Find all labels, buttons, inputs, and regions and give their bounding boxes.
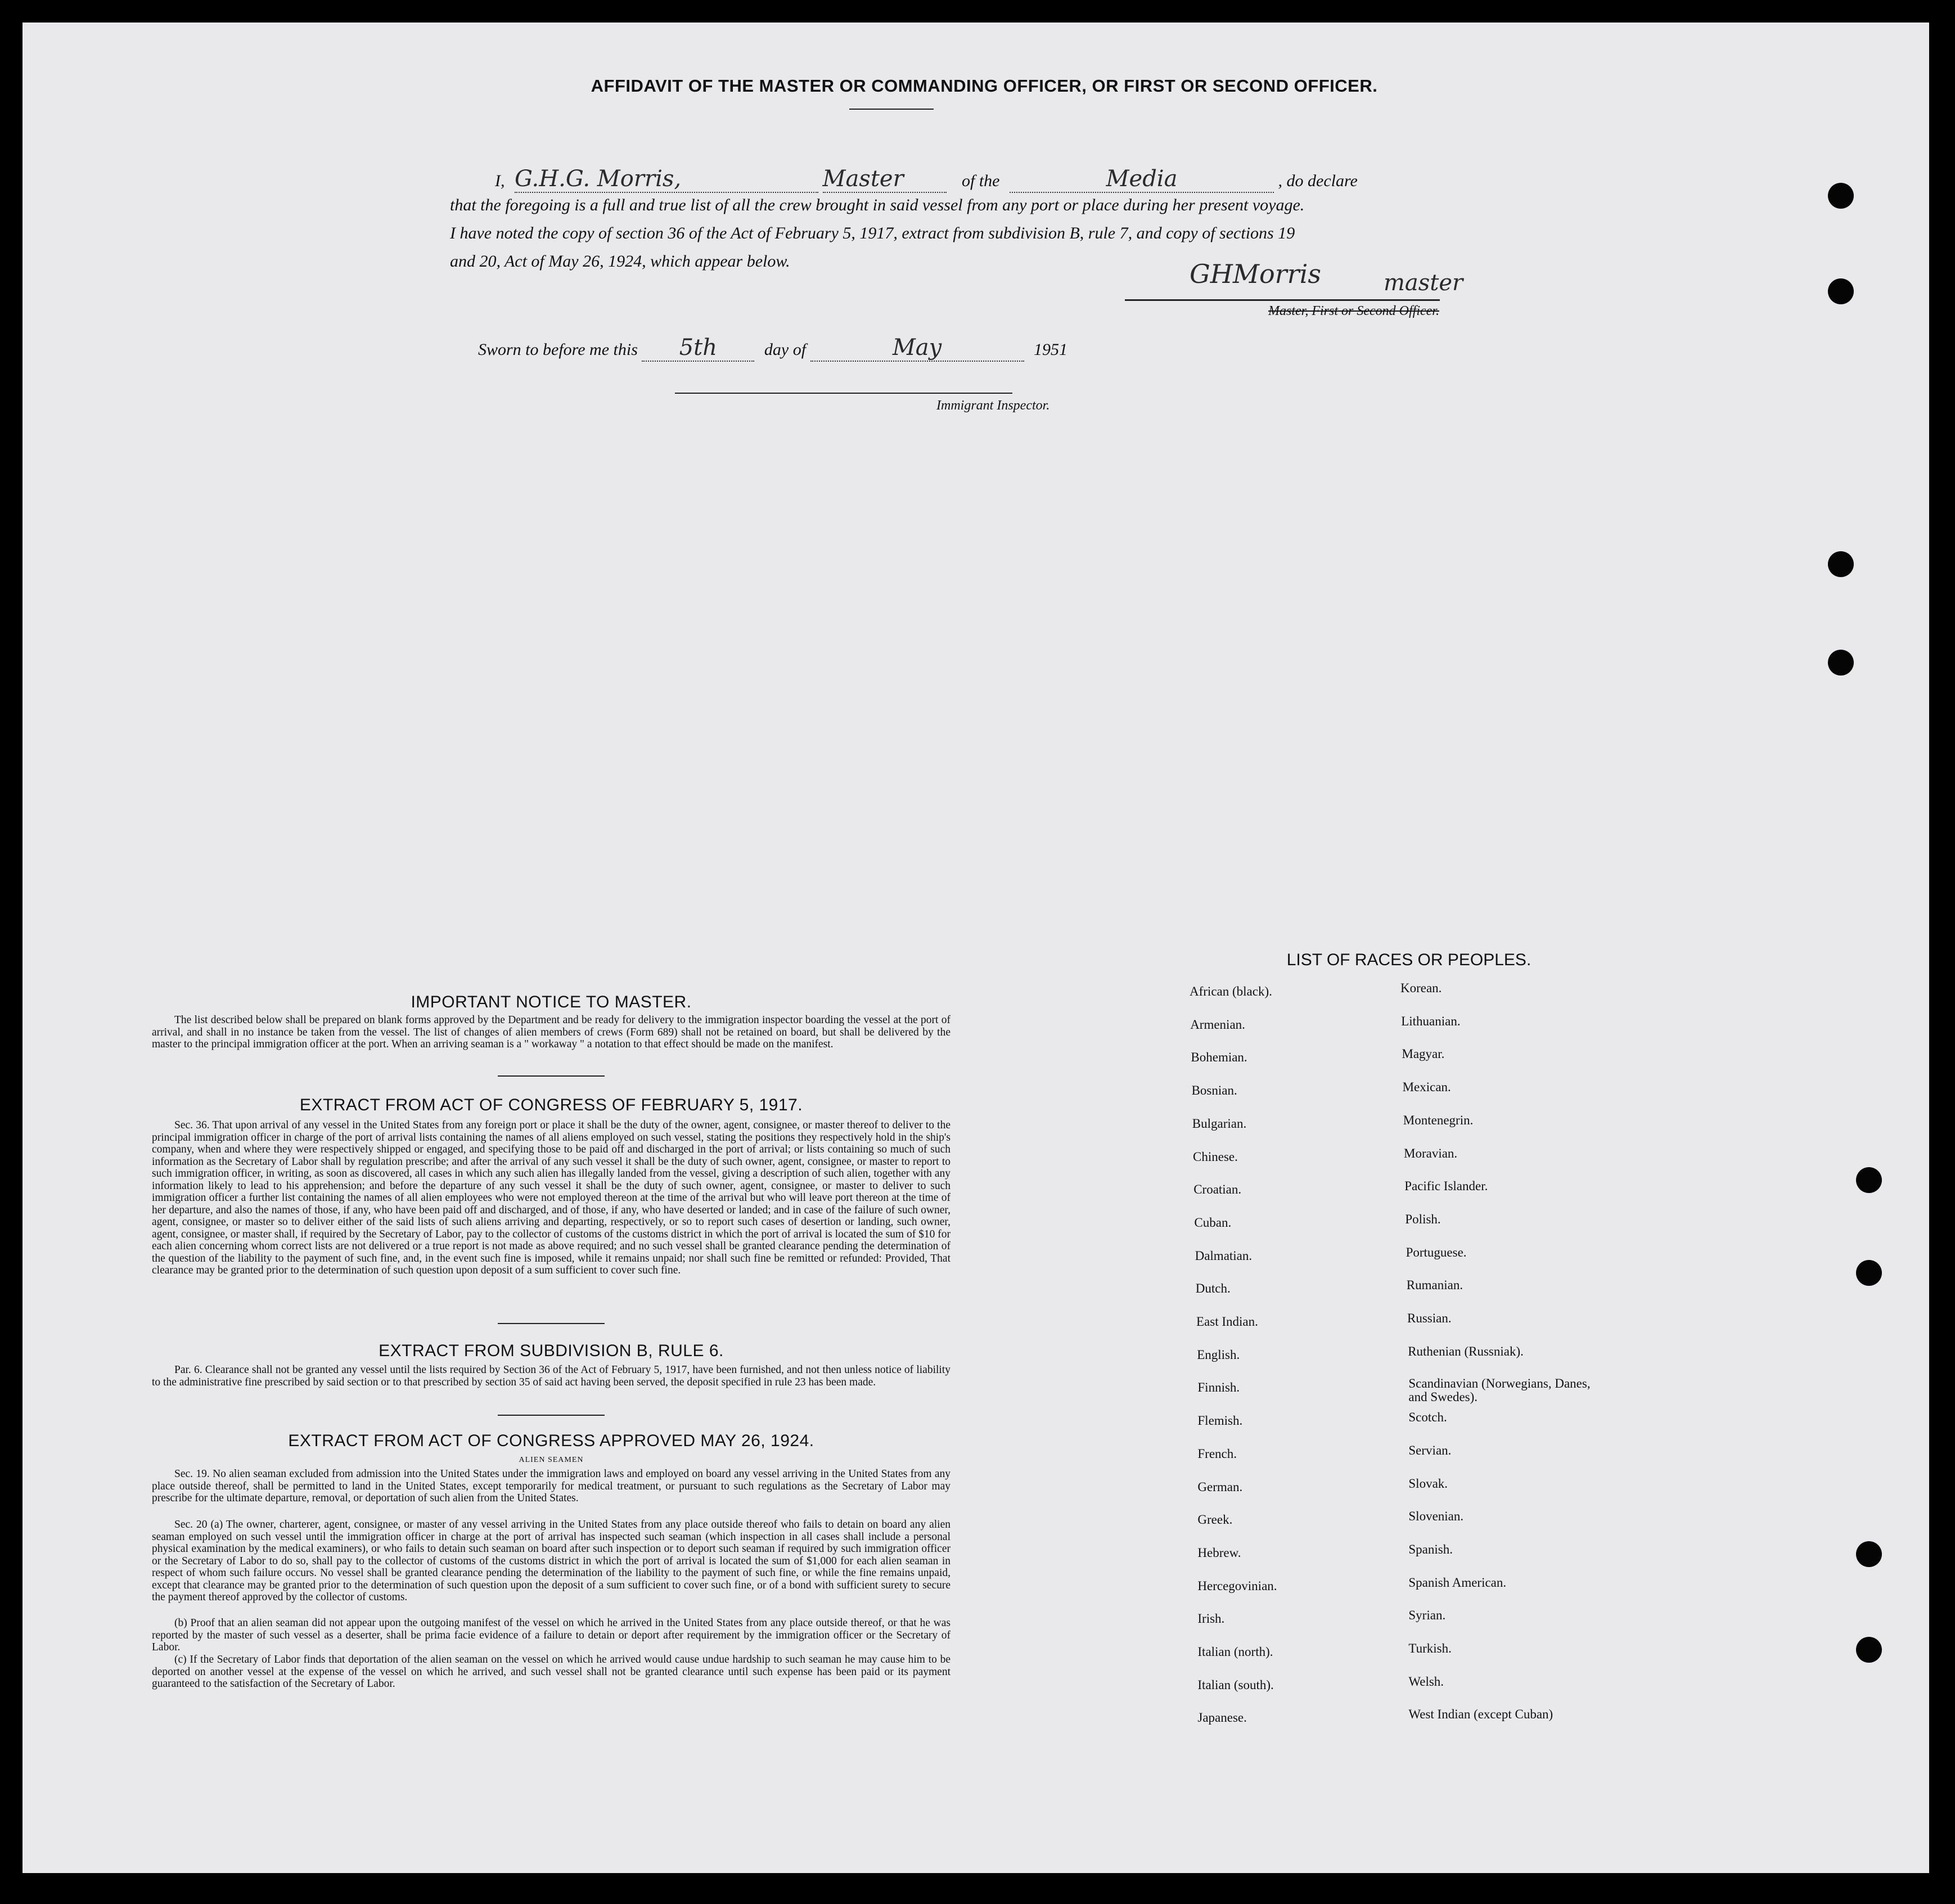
punch-hole	[1828, 183, 1854, 209]
sec20c-body: (c) If the Secretary of Labor finds that deportation of the alien seaman on the vessel on which he arrived would cause undue hardship to such seaman he may cause him to be deported on another vessel at the expense of the vessel on which he arrived, and such vessel shall not be granted clearance until such expense has been paid or its payment guaranteed to the satisfaction of the Secretary of Labor.	[152, 1654, 951, 1690]
vessel-handwriting: Media	[1106, 166, 1178, 192]
rule6-title: EXTRACT FROM SUBDIVISION B, RULE 6.	[379, 1342, 724, 1360]
document-page	[22, 22, 1929, 1873]
race-item: Dutch.	[1195, 1281, 1231, 1296]
race-item: Polish.	[1405, 1212, 1441, 1226]
race-item: Turkish.	[1408, 1641, 1452, 1655]
rank-field	[823, 166, 947, 193]
race-item: Korean.	[1400, 981, 1442, 995]
master-signature: GHMorris	[1190, 259, 1321, 289]
punch-hole	[1856, 1541, 1882, 1567]
punch-hole	[1856, 1260, 1882, 1286]
races-title: LIST OF RACES OR PEOPLES.	[1286, 951, 1531, 969]
alien-seamen-subtitle: ALIEN SEAMEN	[519, 1456, 584, 1464]
affidavit-line-2: that the foregoing is a full and true list of all the crew brought in said vessel from any port or place during her present voyage.	[450, 196, 1305, 214]
title-divider	[849, 109, 934, 110]
race-item: Magyar.	[1402, 1047, 1445, 1061]
sec20b-body: (b) Proof that an alien seaman did not appear upon the outgoing manifest of the vessel on which he arrived in the United States from any place outside thereof, or that he was reported by the master of such vessel as a deserter, shall be prima facie evidence of a failure to detain or deport after requirement by the immigration officer or the Secretary of Labor.	[152, 1617, 951, 1653]
race-item: Italian (north).	[1197, 1645, 1273, 1659]
affidavit-line-1	[495, 166, 1358, 193]
race-item: Greek.	[1197, 1513, 1233, 1527]
race-item: Moravian.	[1404, 1146, 1458, 1160]
sec20a-body: Sec. 20 (a) The owner, charterer, agent, consignee, or master of any vessel arriving in the United States from any place outside thereof who fails to detain on board any alien seaman employed on such vessel until the immigration officer in charge at the port of arrival has inspected such seaman (which inspection in all cases shall include a personal physical examination by the medical examiners), or who fails to detain such seaman on board after such inspection or to deport such seaman if required by such immigration officer or the Secretary of Labor to do so, shall pay to the collector of customs of the customs district in which the port of arrival is located the sum of $1,000 for each alien seaman in respect of whom such failure occurs. No vessel shall be granted clearance pending the determination of the liability to the payment of such fine, or while the fine remains unpaid, except that clearance may be granted prior to the determination of such question upon the deposit of a sum sufficient to cover such fine, or of a bond with sufficient surety to secure the payment thereof approved by the collector of customs.	[152, 1519, 951, 1603]
race-item: Irish.	[1197, 1612, 1225, 1626]
race-item: African (black).	[1190, 984, 1272, 998]
affidavit-line-4: and 20, Act of May 26, 1924, which appear below.	[450, 252, 790, 271]
rank-handwriting: Master	[822, 166, 904, 192]
vessel-field	[1010, 166, 1274, 193]
race-item: Servian.	[1408, 1443, 1452, 1457]
punch-hole	[1856, 1167, 1882, 1193]
sworn-month-handwriting: May	[892, 335, 942, 361]
race-item: Dalmatian.	[1195, 1248, 1253, 1263]
race-item: Armenian.	[1190, 1017, 1245, 1032]
rule6-body: Par. 6. Clearance shall not be granted any vessel until the lists required by Section 36 of the Act of February 5, 1917, have been furnished, and not then unless notice of liability to the administrative fine prescribed by said section or to that prescribed by section 35 of said act having been served, the deposit specified in rule 23 has been made.	[152, 1364, 951, 1388]
race-item: East Indian.	[1196, 1315, 1258, 1329]
punch-hole	[1828, 650, 1854, 676]
race-item: French.	[1197, 1446, 1237, 1461]
extract-1917-body: Sec. 36. That upon arrival of any vessel in the United States from any foreign port or place it shall be the duty of the owner, agent, consignee, or master thereof to deliver to the principal immigration officer in charge of the port of arrival lists containing the names of all aliens employed on such vessel, stating the positions they respectively hold in the ship's company, when and where they were respectively shipped or engaged, and specifying those to be paid off and discharged in the port of arrival; or lists containing so much of such information as the Secretary of Labor shall by regulation prescribe; and after the arrival of any such vessel it shall be the duty of such owner, agent, consignee, or master to report to such immigration officer, in writing, as soon as discovered, all cases in which any such alien has illegally landed from the vessel, giving a description of such alien, together with any information likely to lead to his apprehension; and before the departure of any such vessel it shall be the duty of such owner, agent, consignee, or master to deliver to such immigration officer a further list containing the names of all alien employees who were not employed thereon at the time of the arrival but who will leave port thereon at the time of her departure, and also the names of those, if any, who have been paid off and discharged, and of those, if any, who have deserted or landed; and in case of the failure of such owner, agent, consignee, or master so to deliver either of the said lists of such aliens arriving and departing, respectively, or so to report such cases of desertion or landing, such owner, agent, consignee, or master shall, if required by the Secretary of Labor, pay to the collector of customs of the customs district in which the port of arrival is located the sum of $10 for each alien concerning whom correct lists are not delivered or a true report is not made as above required; and no such vessel shall be granted clearance pending the determination of the question of the liability to the payment of such fine, and, in the event such fine is imposed, while it remains unpaid; nor shall such fine be remitted or refunded: Provided, That clearance may be granted prior to the determination of such question upon deposit of a sum sufficient to cover such fine.	[152, 1119, 951, 1276]
extract-1917-title: EXTRACT FROM ACT OF CONGRESS OF FEBRUARY 5, 1917.	[299, 1096, 803, 1114]
sworn-line	[478, 335, 1067, 362]
name-handwriting: G.H.G. Morris,	[515, 166, 682, 192]
race-item: Finnish.	[1197, 1380, 1240, 1395]
race-item: Bosnian.	[1191, 1083, 1237, 1098]
race-item: Slovak.	[1408, 1476, 1448, 1491]
sworn-day-field	[642, 335, 754, 362]
race-item: Slovenian.	[1408, 1509, 1464, 1524]
race-item: Russian.	[1407, 1311, 1452, 1325]
extract-1917-divider	[498, 1323, 605, 1324]
sworn-day-handwriting: 5th	[679, 335, 718, 361]
race-item: Flemish.	[1197, 1414, 1243, 1428]
notice-divider	[498, 1075, 605, 1077]
race-item: Bohemian.	[1191, 1050, 1247, 1065]
sworn-prefix: Sworn to before me this	[478, 340, 638, 359]
line1-prefix: I,	[495, 172, 505, 190]
inspector-caption: Immigrant Inspector.	[936, 398, 1050, 413]
race-item: West Indian (except Cuban)	[1408, 1707, 1553, 1722]
race-item: Lithuanian.	[1401, 1014, 1461, 1028]
race-item: Montenegrin.	[1403, 1113, 1474, 1127]
signature-title: master	[1384, 270, 1463, 296]
race-item: Pacific Islander.	[1404, 1179, 1488, 1194]
race-item: German.	[1197, 1479, 1243, 1494]
sec19-body: Sec. 19. No alien seaman excluded from admission into the United States under the immigration laws and employed on board any vessel arriving in the United States from any place outside thereof, shall be permitted to land in the United States, except temporarily for medical treatment, or pursuant to such regulations as the Secretary of Labor may prescribe for the ultimate departure, removal, or deportation of such alien from the United States.	[152, 1468, 951, 1504]
race-item: Mexican.	[1402, 1080, 1451, 1095]
race-item: English.	[1197, 1347, 1240, 1362]
race-item: Spanish American.	[1408, 1575, 1507, 1590]
signature-caption: Master, First or Second Officer.	[1268, 304, 1439, 318]
punch-hole	[1828, 278, 1854, 304]
affidavit-line-3: I have noted the copy of section 36 of the Act of February 5, 1917, extract from subdivision B, rule 7, and copy of sections 19	[450, 224, 1295, 242]
signature-line	[1125, 299, 1440, 301]
race-item: Hebrew.	[1197, 1545, 1241, 1560]
race-item: Italian (south).	[1197, 1677, 1274, 1692]
race-item: Ruthenian (Russniak).	[1408, 1344, 1524, 1358]
punch-hole	[1856, 1637, 1882, 1663]
notice-title: IMPORTANT NOTICE TO MASTER.	[411, 993, 692, 1011]
affidavit-title: AFFIDAVIT OF THE MASTER OR COMMANDING OFFICER, OR FIRST OR SECOND OFFICER.	[591, 76, 1378, 96]
punch-hole	[1828, 551, 1854, 577]
inspector-signature-line	[675, 393, 1012, 394]
race-item: Scandinavian (Norwegians, Danes, and Swedes).	[1408, 1376, 1591, 1405]
race-item: Cuban.	[1194, 1215, 1232, 1230]
race-item: Croatian.	[1193, 1182, 1242, 1197]
race-item: Bulgarian.	[1192, 1116, 1247, 1131]
race-item: Scotch.	[1408, 1410, 1447, 1425]
of-the-label: of the	[962, 172, 1000, 190]
race-item: Spanish.	[1408, 1542, 1453, 1556]
sworn-year: 1951	[1034, 340, 1068, 359]
race-item: Rumanian.	[1406, 1278, 1463, 1293]
sworn-month-field	[810, 335, 1024, 362]
notice-body: The list described below shall be prepared on blank forms approved by the Department and be ready for delivery to the immigration inspector boarding the vessel at the port of arrival, and shall in no instance be taken from the vessel. The list of changes of alien members of crews (Form 689) shall not be retained on board, but shall be delivered by the master to the principal immigration officer at the port. When an arriving seaman is a " workaway " a notation to that effect should be made on the manifest.	[152, 1014, 951, 1050]
day-of-label: day of	[764, 340, 807, 359]
do-declare-label: , do declare	[1278, 172, 1358, 190]
race-item: Japanese.	[1197, 1711, 1247, 1725]
extract-1924-title: EXTRACT FROM ACT OF CONGRESS APPROVED MAY 26, 1924.	[288, 1432, 814, 1450]
name-field	[515, 166, 818, 193]
race-item: Syrian.	[1408, 1608, 1446, 1623]
rule6-divider	[498, 1415, 605, 1416]
race-item: Hercegovinian.	[1197, 1578, 1277, 1593]
race-item: Chinese.	[1193, 1149, 1238, 1164]
race-item: Portuguese.	[1406, 1245, 1467, 1259]
race-item: Welsh.	[1408, 1674, 1444, 1689]
